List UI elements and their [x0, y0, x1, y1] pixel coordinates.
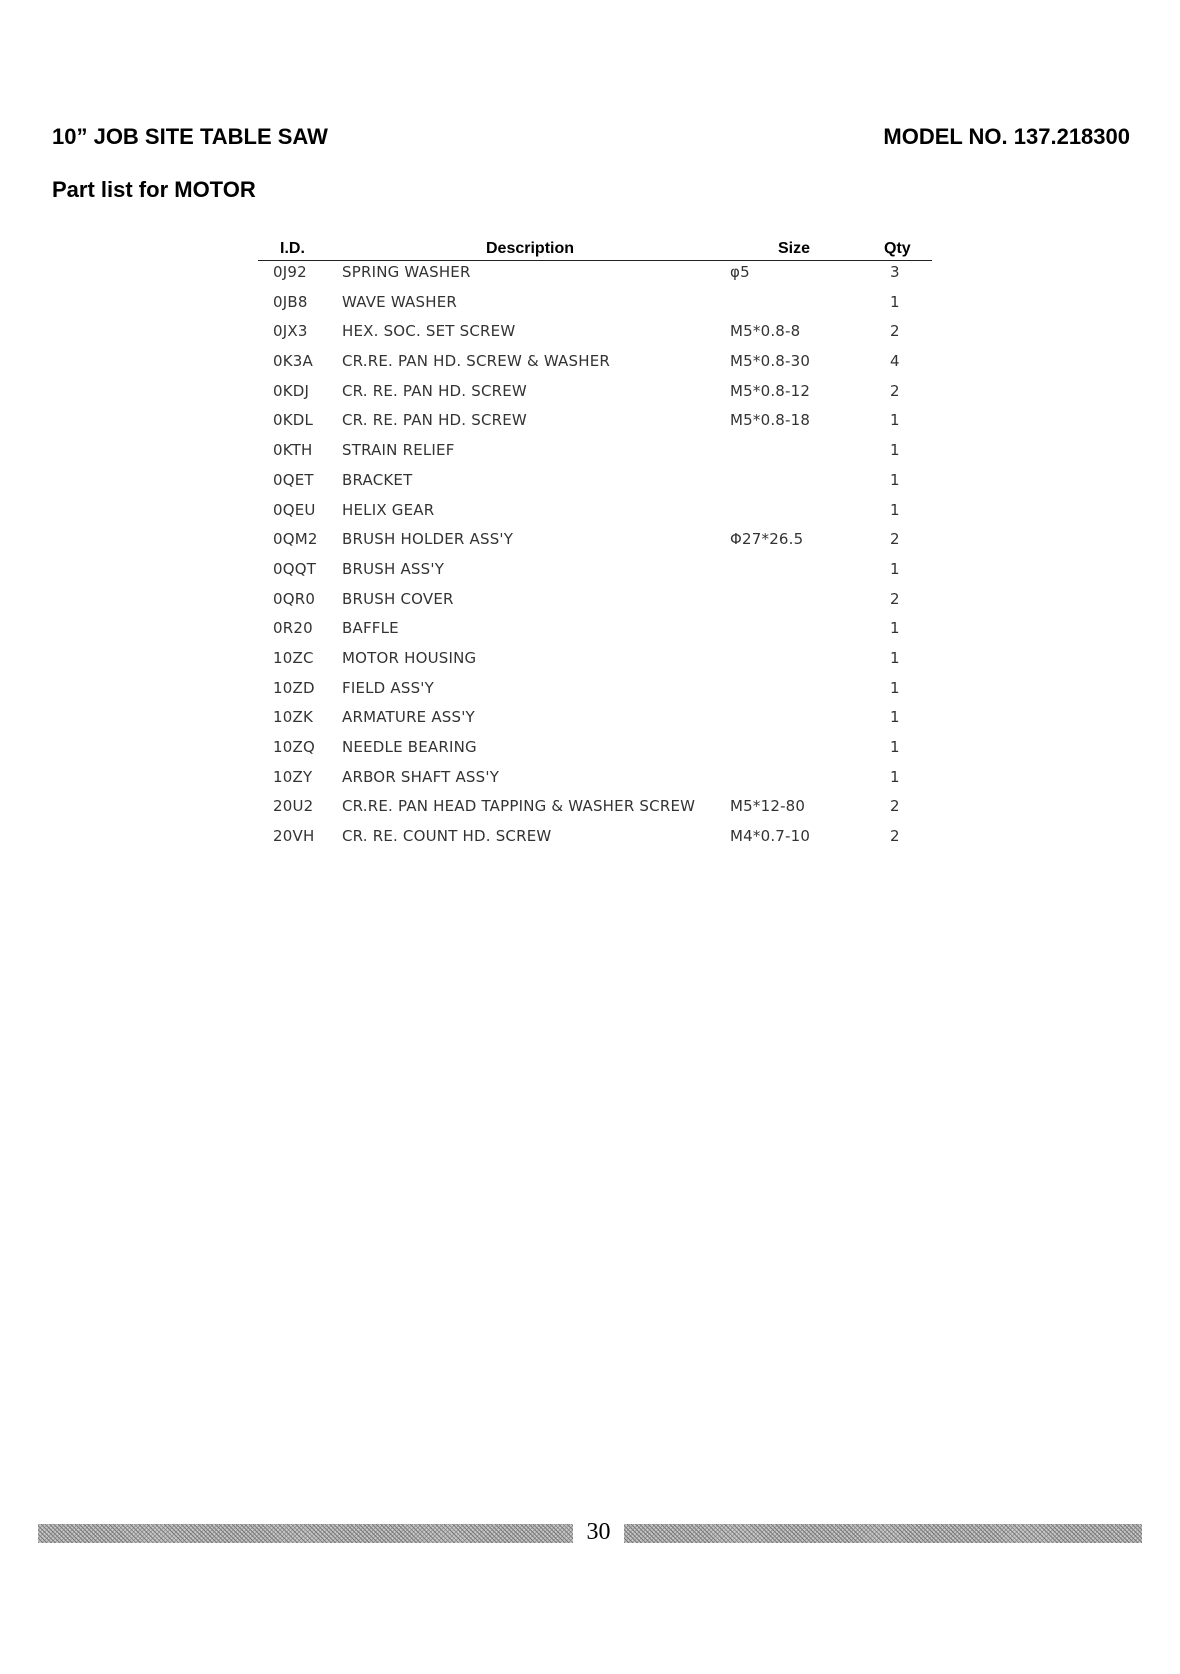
table-row: [258, 736, 932, 766]
cell-qty: 1: [890, 678, 900, 697]
cell-id: 0R20: [273, 619, 313, 638]
cell-size: M5*0.8-30: [730, 352, 811, 371]
cell-id: 0QQT: [273, 559, 317, 578]
cell-id: 0KTH: [273, 441, 313, 460]
cell-qty: 1: [890, 708, 900, 727]
cell-size: M5*0.8-12: [730, 381, 811, 400]
cell-description: CR.RE. PAN HEAD TAPPING & WASHER SCREW: [342, 797, 696, 816]
table-row: [258, 439, 932, 469]
cell-qty: 1: [890, 648, 900, 667]
cell-id: 10ZD: [273, 678, 315, 697]
cell-qty: 4: [890, 352, 900, 371]
cell-description: CR. RE. PAN HD. SCREW: [342, 411, 527, 430]
table-row: [258, 617, 932, 647]
table-row: [258, 469, 932, 499]
cell-description: CR.RE. PAN HD. SCREW & WASHER: [342, 352, 610, 371]
cell-qty: 2: [890, 322, 900, 341]
cell-qty: 1: [890, 441, 900, 460]
cell-qty: 1: [890, 767, 900, 786]
cell-size: Φ27*26.5: [730, 530, 804, 549]
cell-id: 0QET: [273, 470, 314, 489]
table-row: [258, 499, 932, 529]
table-row: [258, 350, 932, 380]
section-title: Part list for MOTOR: [52, 177, 256, 202]
cell-description: ARMATURE ASS'Y: [342, 708, 475, 727]
cell-description: BRACKET: [342, 470, 413, 489]
cell-id: 0J92: [273, 263, 307, 281]
document-title: 10” JOB SITE TABLE SAW: [52, 124, 328, 149]
table-row: [258, 528, 932, 558]
table-row: [258, 291, 932, 321]
footer-pattern-right: [624, 1524, 1142, 1543]
cell-qty: 1: [890, 559, 900, 578]
cell-qty: 1: [890, 470, 900, 489]
cell-size: M5*0.8-8: [730, 322, 801, 341]
table-row: [258, 677, 932, 707]
table-row: [258, 409, 932, 439]
cell-id: 0QEU: [273, 500, 316, 519]
column-header-qty: Qty: [884, 240, 911, 257]
table-row: [258, 558, 932, 588]
table-row: [258, 647, 932, 677]
table-row: [258, 380, 932, 410]
cell-description: NEEDLE BEARING: [342, 738, 477, 756]
cell-id: 20VH: [273, 827, 315, 846]
cell-id: 0KDJ: [273, 381, 310, 400]
cell-description: HEX. SOC. SET SCREW: [342, 322, 516, 341]
table-row: [258, 706, 932, 736]
page-number: 30: [586, 1519, 611, 1545]
cell-id: 0QM2: [273, 530, 318, 549]
cell-description: SPRING WASHER: [342, 263, 471, 281]
cell-description: WAVE WASHER: [342, 292, 457, 311]
cell-id: 20U2: [273, 797, 314, 816]
column-header-size: Size: [778, 240, 811, 257]
cell-id: 0JX3: [273, 322, 308, 341]
cell-qty: 2: [890, 797, 900, 816]
cell-qty: 1: [890, 738, 900, 756]
table-row: [258, 795, 932, 825]
cell-qty: 1: [890, 292, 900, 311]
page-footer: [38, 1519, 1142, 1549]
cell-description: CR. RE. COUNT HD. SCREW: [342, 827, 552, 846]
footer-pattern-left: [38, 1524, 573, 1543]
cell-description: HELIX GEAR: [342, 500, 435, 519]
column-header-id: I.D.: [280, 240, 305, 257]
cell-size: M4*0.7-10: [730, 827, 811, 846]
cell-qty: 1: [890, 411, 900, 430]
cell-qty: 2: [890, 381, 900, 400]
cell-id: 0JB8: [273, 292, 308, 311]
cell-id: 0QR0: [273, 589, 316, 608]
cell-qty: 2: [890, 827, 900, 846]
cell-qty: 1: [890, 500, 900, 519]
cell-qty: 2: [890, 589, 900, 608]
cell-description: BAFFLE: [342, 619, 399, 638]
cell-qty: 3: [890, 263, 900, 281]
cell-id: 10ZY: [273, 767, 313, 786]
cell-id: 10ZQ: [273, 738, 315, 756]
cell-qty: 1: [890, 619, 900, 638]
table-row: [258, 825, 932, 855]
cell-description: FIELD ASS'Y: [342, 678, 434, 697]
table-row: [258, 261, 932, 291]
cell-size: M5*0.8-18: [730, 411, 811, 430]
cell-id: 0KDL: [273, 411, 314, 430]
cell-description: BRUSH ASS'Y: [342, 559, 445, 578]
cell-id: 10ZC: [273, 648, 314, 667]
cell-description: BRUSH HOLDER ASS'Y: [342, 530, 514, 549]
column-header-description: Description: [486, 240, 575, 257]
cell-description: MOTOR HOUSING: [342, 648, 477, 667]
cell-id: 10ZK: [273, 708, 313, 727]
cell-description: ARBOR SHAFT ASS'Y: [342, 767, 500, 786]
cell-description: CR. RE. PAN HD. SCREW: [342, 381, 527, 400]
table-header: [258, 238, 932, 261]
table-body: [258, 261, 932, 855]
table-row: [258, 588, 932, 618]
parts-table: [258, 238, 932, 855]
table-row: [258, 766, 932, 796]
cell-qty: 2: [890, 530, 900, 549]
cell-description: STRAIN RELIEF: [342, 441, 455, 460]
cell-size: φ5: [730, 263, 750, 281]
table-row: [258, 320, 932, 350]
cell-size: M5*12-80: [730, 797, 806, 816]
cell-id: 0K3A: [273, 352, 313, 371]
cell-description: BRUSH COVER: [342, 589, 454, 608]
model-number: MODEL NO. 137.218300: [883, 124, 1130, 149]
